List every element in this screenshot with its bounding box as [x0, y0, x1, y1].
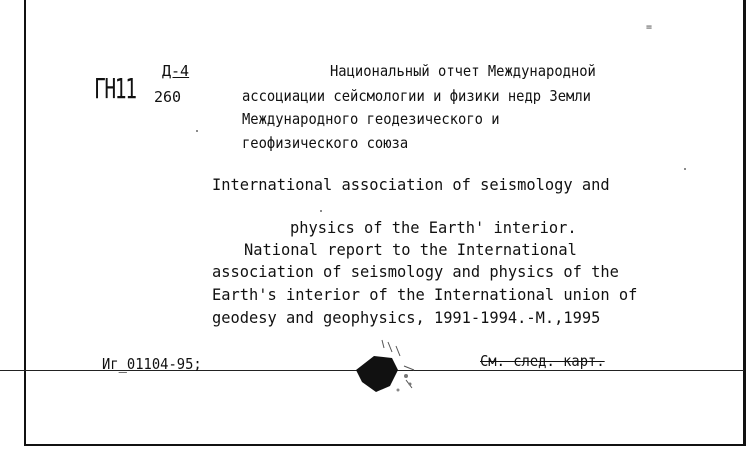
title-en-line-4: association of seismology and physics of the	[212, 262, 619, 281]
card-border-left	[24, 0, 26, 446]
dust-speck	[320, 210, 322, 212]
classification-code-bottom: 260	[154, 88, 182, 106]
title-en-line-3: National report to the International	[244, 240, 577, 259]
dust-speck	[684, 168, 686, 170]
title-ru-line-3: Международного геодезического и	[242, 110, 500, 128]
title-en-line-2: physics of the Earth' interior.	[290, 218, 577, 237]
card-border-right	[743, 0, 746, 446]
title-en-line-1: International association of seismology and	[212, 175, 610, 194]
title-ru-line-4: геофизического союза	[242, 134, 409, 152]
reference-number: Иг_01104-95;	[102, 355, 202, 373]
corner-mark: =	[646, 22, 653, 33]
classification-code-top: Д-4	[162, 62, 190, 80]
ink-stamp-mark	[348, 336, 420, 398]
dust-speck	[196, 130, 198, 132]
continued-note: См. след. карт.	[480, 352, 605, 370]
title-ru-line-2: ассоциации сейсмологии и физики недр Земли	[242, 87, 591, 105]
card-border-bottom	[24, 444, 746, 446]
title-ru-line-1: Национальный отчет Международной	[330, 62, 596, 80]
shelfmark: ГН11	[94, 72, 136, 105]
title-en-line-5: Earth's interior of the International union of	[212, 285, 638, 304]
title-en-line-6: geodesy and geophysics, 1991-1994.-М.,1995	[212, 308, 601, 327]
